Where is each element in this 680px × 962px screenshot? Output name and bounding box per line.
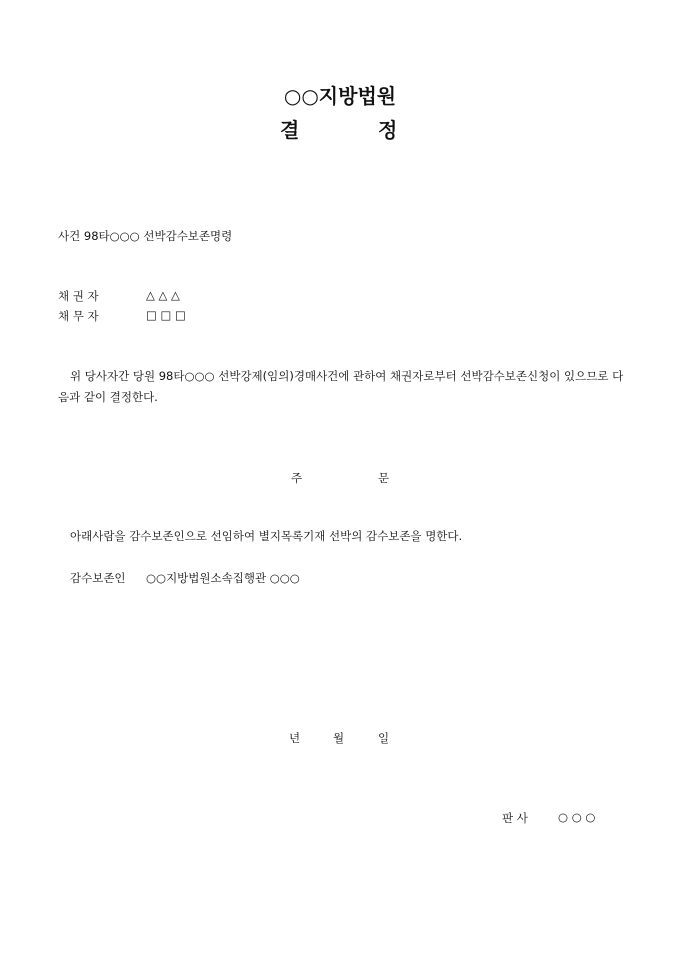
- date-month: 월: [333, 731, 345, 745]
- creditor-name: △ △ △: [146, 288, 180, 302]
- case-line: 사건 98타○○○ 선박감수보존명령: [58, 229, 233, 243]
- debtor-label: 채 무 자: [58, 309, 99, 323]
- document-title-second-char: 정: [378, 118, 398, 142]
- judge-label: 판 사: [502, 811, 528, 825]
- document-title-first-char: 결: [280, 118, 300, 142]
- date-year: 년: [289, 731, 301, 745]
- date-day: 일: [378, 731, 390, 745]
- judge-name: ○ ○ ○: [558, 810, 596, 824]
- custodian-name: ○○지방법원소속집행관 ○○○: [146, 571, 300, 585]
- court-name: ○○지방법원: [283, 84, 397, 108]
- creditor-label: 채 권 자: [58, 289, 99, 303]
- order-heading-second-char: 문: [378, 471, 390, 485]
- body-paragraph: 위 당사자간 당원 98타○○○ 선박강제(임의)경매사건에 관하여 채권자로부터 선박감수보존신청이 있으므로 다음과 같이 결정한다.: [58, 369, 624, 404]
- custodian-label: 감수보존인: [70, 571, 126, 585]
- debtor-name: □ □ □: [146, 308, 186, 322]
- order-text: 아래사람을 감수보존인으로 선임하여 별지목록기재 선박의 감수보존을 명한다.: [70, 529, 463, 543]
- order-heading-first-char: 주: [291, 471, 303, 485]
